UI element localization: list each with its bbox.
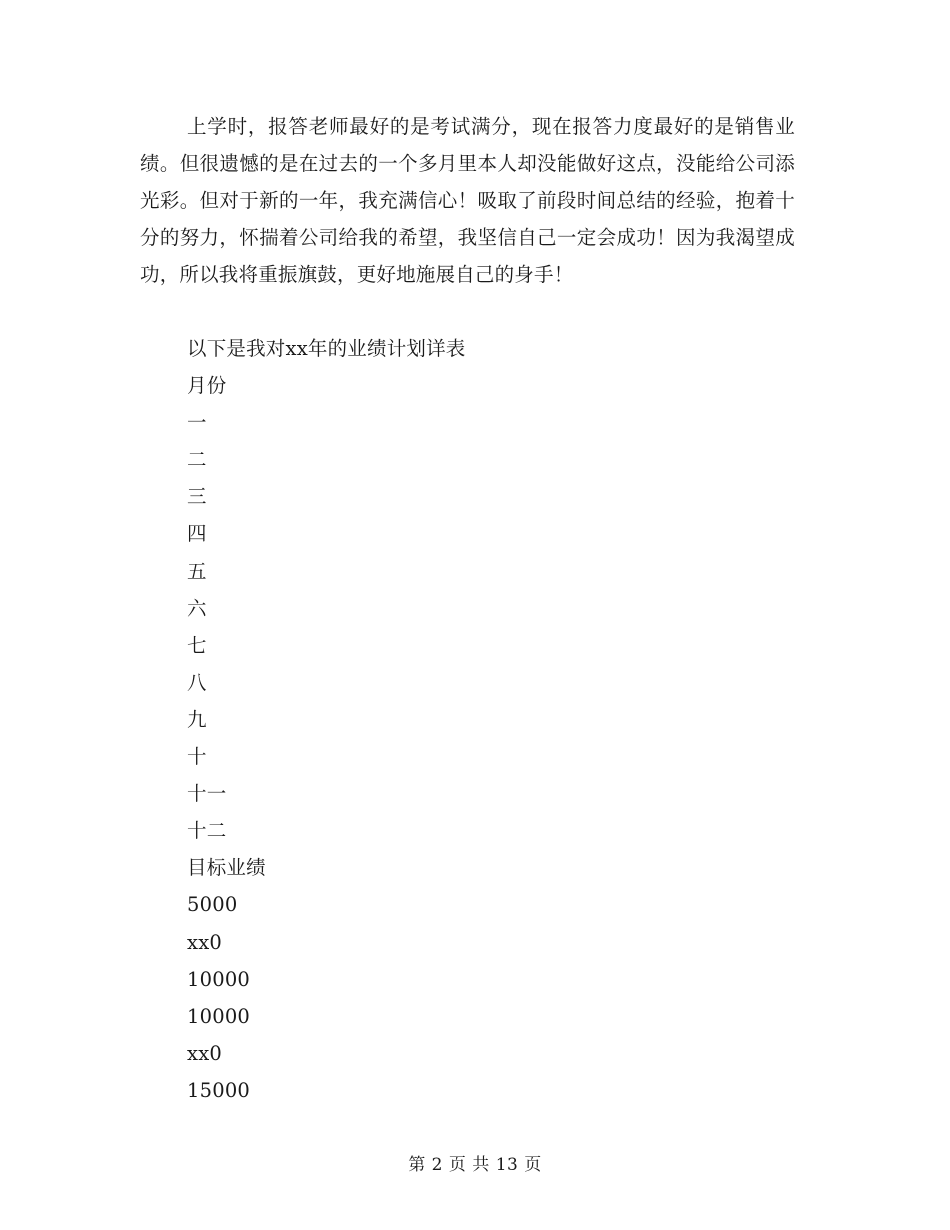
month-item: 二	[187, 448, 207, 472]
table-intro: 以下是我对xx年的业绩计划详表	[187, 337, 466, 360]
month-item: 十	[187, 745, 207, 769]
month-item: 八	[187, 670, 207, 694]
target-item: 5000	[187, 893, 238, 917]
month-item: 一	[187, 411, 207, 435]
month-item: 五	[187, 559, 207, 583]
target-header: 目标业绩	[187, 856, 266, 880]
month-item: 三	[187, 485, 207, 509]
month-item: 十二	[187, 819, 227, 843]
plan-lines	[187, 330, 466, 1109]
target-item: 10000	[187, 1004, 251, 1028]
target-item: xx0	[187, 1041, 223, 1065]
month-item: 四	[187, 522, 207, 546]
month-item: 十一	[187, 782, 227, 806]
target-item: xx0	[187, 930, 223, 954]
target-item: 15000	[187, 1078, 251, 1102]
month-item: 六	[187, 596, 207, 620]
month-item: 九	[187, 707, 207, 731]
month-header: 月份	[187, 374, 227, 398]
target-item: 10000	[187, 967, 251, 991]
page-number-label: 第 2 页 共 13 页	[408, 1155, 542, 1175]
intro-paragraph: 上学时，报答老师最好的是考试满分，现在报答力度最好的是销售业绩。但很遗憾的是在过去的一个多月里本人却没能做好这点，没能给公司添光彩。但对于新的一年，我充满信心！吸取了前段时间总结的经验，抱着十分的努力，怀揣着公司给我的希望，我坚信自己一定会成功！因为我渴望成功，所以我将重振旗鼓，更好地施展自己的身手！	[140, 115, 795, 286]
page-footer	[0, 1150, 950, 1180]
month-item: 七	[187, 633, 207, 657]
